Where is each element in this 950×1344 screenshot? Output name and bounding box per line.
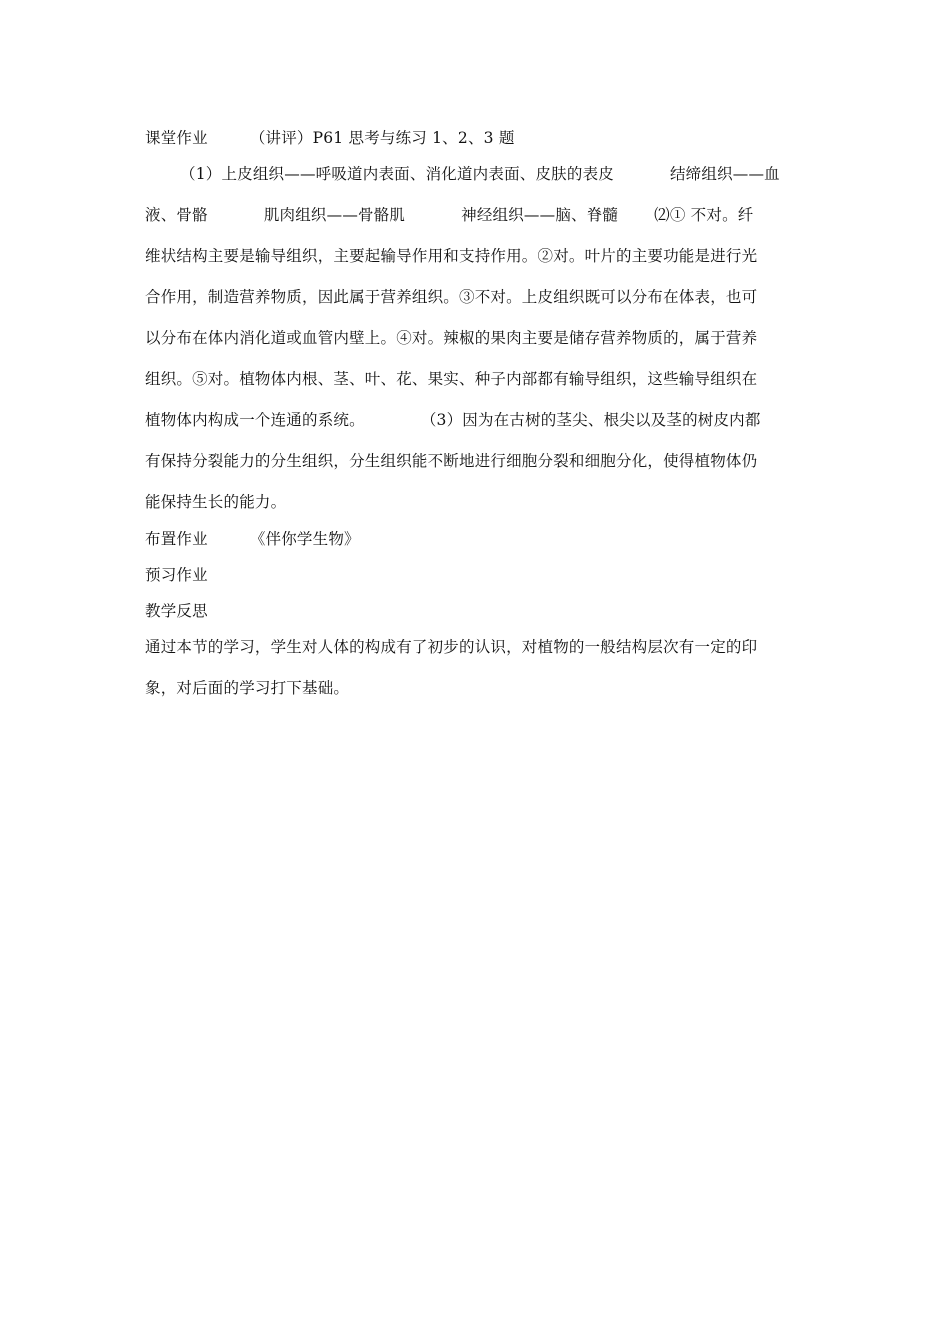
answer-line-2 bbox=[145, 205, 753, 225]
homework-heading: 布置作业 bbox=[145, 530, 208, 548]
answer-text: 维状结构主要是输导组织，主要起输导作用和支持作用。②对。叶片的主要功能是进行光 bbox=[145, 247, 758, 265]
answer-text: 植物体内构成一个连通的系统。 bbox=[145, 411, 365, 429]
answer-line-8 bbox=[145, 451, 757, 471]
classwork-heading: 课堂作业 bbox=[145, 129, 208, 147]
answer-text: 神经组织——脑、脊髓 bbox=[461, 206, 619, 224]
answer-line-1 bbox=[180, 164, 780, 184]
classwork-note: （讲评）P61 思考与练习 1、2、3 题 bbox=[249, 129, 515, 147]
answer-line-9 bbox=[145, 492, 286, 512]
answer-line-4 bbox=[145, 287, 757, 307]
answer-text: 能保持生长的能力。 bbox=[145, 493, 287, 511]
classwork-heading-line bbox=[145, 128, 515, 148]
answer-line-6 bbox=[145, 369, 757, 389]
answer-text: 有保持分裂能力的分生组织，分生组织能不断地进行细胞分裂和细胞分化，使得植物体仍 bbox=[145, 452, 758, 470]
homework-line bbox=[145, 529, 360, 549]
reflection-line-2 bbox=[145, 678, 349, 698]
reflection-text: 通过本节的学习，学生对人体的构成有了初步的认识，对植物的一般结构层次有一定的印 bbox=[145, 638, 758, 656]
answer-text: 结缔组织——血 bbox=[669, 165, 780, 183]
reflection-heading-line bbox=[145, 601, 208, 621]
reflection-line-1 bbox=[145, 637, 757, 657]
preview-line bbox=[145, 565, 208, 585]
answer-text: 肌肉组织——骨骼肌 bbox=[263, 206, 406, 224]
answer-text: ⑵① 不对。纤 bbox=[654, 206, 754, 224]
answer-line-3 bbox=[145, 246, 757, 266]
answer-text: （1）上皮组织——呼吸道内表面、消化道内表面、皮肤的表皮 bbox=[180, 165, 614, 183]
answer-text: （3）因为在古树的茎尖、根尖以及茎的树皮内都 bbox=[420, 411, 761, 429]
homework-value: 《伴你学生物》 bbox=[249, 530, 360, 548]
reflection-text: 象，对后面的学习打下基础。 bbox=[145, 679, 350, 697]
reflection-heading: 教学反思 bbox=[145, 602, 208, 620]
preview-heading: 预习作业 bbox=[145, 566, 208, 584]
answer-text: 合作用，制造营养物质，因此属于营养组织。③不对。上皮组织既可以分布在体表，也可 bbox=[145, 288, 758, 306]
answer-line-7 bbox=[145, 410, 761, 430]
answer-text: 以分布在体内消化道或血管内壁上。④对。辣椒的果肉主要是储存营养物质的，属于营养 bbox=[145, 329, 758, 347]
answer-text: 液、骨骼 bbox=[145, 206, 208, 224]
answer-line-5 bbox=[145, 328, 757, 348]
answer-text: 组织。⑤对。植物体内根、茎、叶、花、果实、种子内部都有输导组织，这些输导组织在 bbox=[145, 370, 758, 388]
